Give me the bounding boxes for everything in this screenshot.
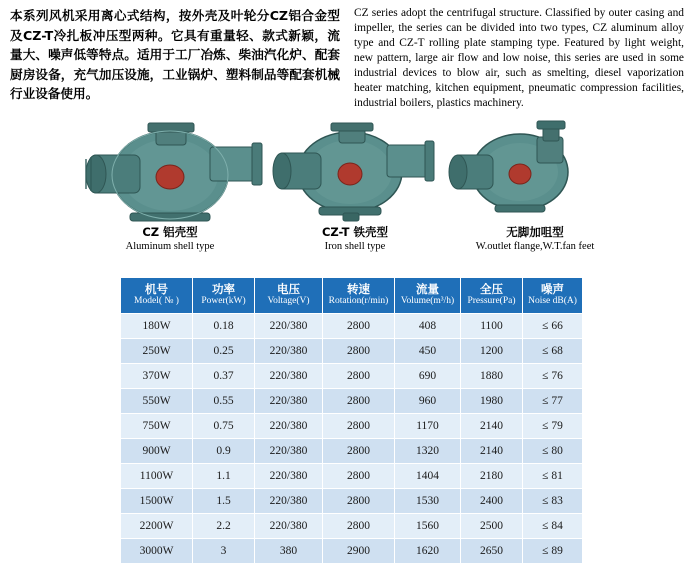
product-name-cn: 无脚加咀型 [506,225,564,240]
cell-power: 0.25 [193,339,255,364]
cell-volume: 1404 [395,464,461,489]
column-header-voltage [255,278,323,314]
cell-noise: ≤ 81 [523,464,583,489]
cell-volume: 450 [395,339,461,364]
cell-noise: ≤ 77 [523,389,583,414]
cell-rotation: 2800 [323,464,395,489]
cell-volume: 1560 [395,514,461,539]
cell-power: 0.55 [193,389,255,414]
cell-power: 1.5 [193,489,255,514]
table-header-row [121,278,583,314]
header-cn: 流量 [416,282,439,297]
product-item-outlet-flange [425,117,645,253]
cell-pressure: 2140 [461,439,523,464]
header-en: Noise dB(A) [528,295,577,306]
cell-voltage: 220/380 [255,439,323,464]
header-cn: 转速 [347,282,370,297]
cell-model: 3000W [121,539,193,564]
header-cn: 功率 [212,282,235,297]
table-row [121,339,583,364]
cell-volume: 960 [395,389,461,414]
product-name-en: Aluminum shell type [125,240,215,252]
cell-model: 250W [121,339,193,364]
cell-volume: 1530 [395,489,461,514]
cell-noise: ≤ 80 [523,439,583,464]
cell-noise: ≤ 79 [523,414,583,439]
cell-pressure: 2400 [461,489,523,514]
cell-model: 370W [121,364,193,389]
column-header-noise [523,278,583,314]
fan-illustration-flange [425,117,645,225]
table-row [121,314,583,339]
header-en: Model( № ) [134,295,179,306]
cell-volume: 1320 [395,439,461,464]
column-header-volume [395,278,461,314]
cell-voltage: 220/380 [255,414,323,439]
cell-rotation: 2900 [323,539,395,564]
header-en: Volume(m³/h) [400,295,455,306]
header-en: Pressure(Pa) [467,295,516,306]
table-row [121,464,583,489]
cell-rotation: 2800 [323,414,395,439]
cell-volume: 408 [395,314,461,339]
cell-noise: ≤ 89 [523,539,583,564]
cell-pressure: 2140 [461,414,523,439]
column-header-rotation [323,278,395,314]
cell-volume: 690 [395,364,461,389]
cell-rotation: 2800 [323,439,395,464]
header-cn: 全压 [480,282,503,297]
cell-voltage: 220/380 [255,364,323,389]
cell-volume: 1620 [395,539,461,564]
table-row [121,414,583,439]
cell-noise: ≤ 66 [523,314,583,339]
cell-rotation: 2800 [323,364,395,389]
cell-rotation: 2800 [323,339,395,364]
table-row [121,489,583,514]
cell-pressure: 1100 [461,314,523,339]
cell-volume: 1170 [395,414,461,439]
cell-rotation: 2800 [323,389,395,414]
cell-voltage: 220/380 [255,314,323,339]
cell-model: 2200W [121,514,193,539]
centrifugal-fan-flange-icon [425,117,645,225]
cell-power: 1.1 [193,464,255,489]
cell-pressure: 1200 [461,339,523,364]
intro-section [0,0,700,111]
table-body [121,314,583,564]
cell-pressure: 1880 [461,364,523,389]
cell-noise: ≤ 68 [523,339,583,364]
cell-noise: ≤ 84 [523,514,583,539]
cell-power: 3 [193,539,255,564]
cell-power: 0.18 [193,314,255,339]
cell-model: 180W [121,314,193,339]
table-row [121,389,583,414]
cell-voltage: 380 [255,539,323,564]
header-cn: 噪声 [541,282,564,297]
cell-pressure: 1980 [461,389,523,414]
intro-english-text: CZ series adopt the centrifugal structure. Classified by outer casing and impeller, the series can be divided into two types, CZ aluminum alloy type and CZ-T rolling plate stamping type. Featured by light weight, new pattern, large air flow and low noise, this series are used in some industrial devices to blow air, such as smelting, diesel vaporization heater matching, kitchen equipment, pneumatic compression facilities, industrial boilers, plastics machinery. [354,7,684,110]
product-gallery [0,117,700,257]
cell-voltage: 220/380 [255,464,323,489]
column-header-model [121,278,193,314]
header-cn: 机号 [145,282,168,297]
cell-model: 750W [121,414,193,439]
header-en: Voltage(V) [267,295,310,306]
cell-noise: ≤ 83 [523,489,583,514]
specifications-table [120,277,583,564]
column-header-pressure [461,278,523,314]
cell-rotation: 2800 [323,489,395,514]
cell-pressure: 2500 [461,514,523,539]
cell-rotation: 2800 [323,514,395,539]
cell-noise: ≤ 76 [523,364,583,389]
table-row [121,514,583,539]
cell-model: 1100W [121,464,193,489]
table-header [121,278,583,314]
intro-chinese-text: 本系列风机采用离心式结构，按外壳及叶轮分CZ铝合金型及CZ-T冷扎板冲压型两种。它具有重量轻、款式新颖，流量大、噪声低等特点。适用于工厂冶炼、柴油汽化炉、配套厨房设备，充气加压设施，工业锅炉、塑料制品等配套机械行业设备使用。 [10,8,340,102]
cell-voltage: 220/380 [255,339,323,364]
cell-pressure: 2180 [461,464,523,489]
column-header-power [193,278,255,314]
cell-power: 0.37 [193,364,255,389]
cell-voltage: 220/380 [255,514,323,539]
cell-power: 0.9 [193,439,255,464]
cell-power: 0.75 [193,414,255,439]
cell-power: 2.2 [193,514,255,539]
cell-pressure: 2650 [461,539,523,564]
cell-voltage: 220/380 [255,489,323,514]
header-en: Rotation(r/min) [328,295,389,306]
cell-voltage: 220/380 [255,389,323,414]
header-en: Power(kW) [201,295,246,306]
cell-rotation: 2800 [323,314,395,339]
table-row [121,539,583,564]
cell-model: 1500W [121,489,193,514]
cell-model: 550W [121,389,193,414]
spec-table-container [120,277,582,564]
product-name-cn: CZ 铝壳型 [142,225,198,240]
table-row [121,364,583,389]
header-cn: 电压 [277,282,300,297]
cell-model: 900W [121,439,193,464]
table-row [121,439,583,464]
product-name-en: W.outlet flange,W.T.fan feet [475,240,595,252]
product-name-cn: CZ-T 铁壳型 [321,225,388,240]
product-name-en: Iron shell type [324,240,386,252]
